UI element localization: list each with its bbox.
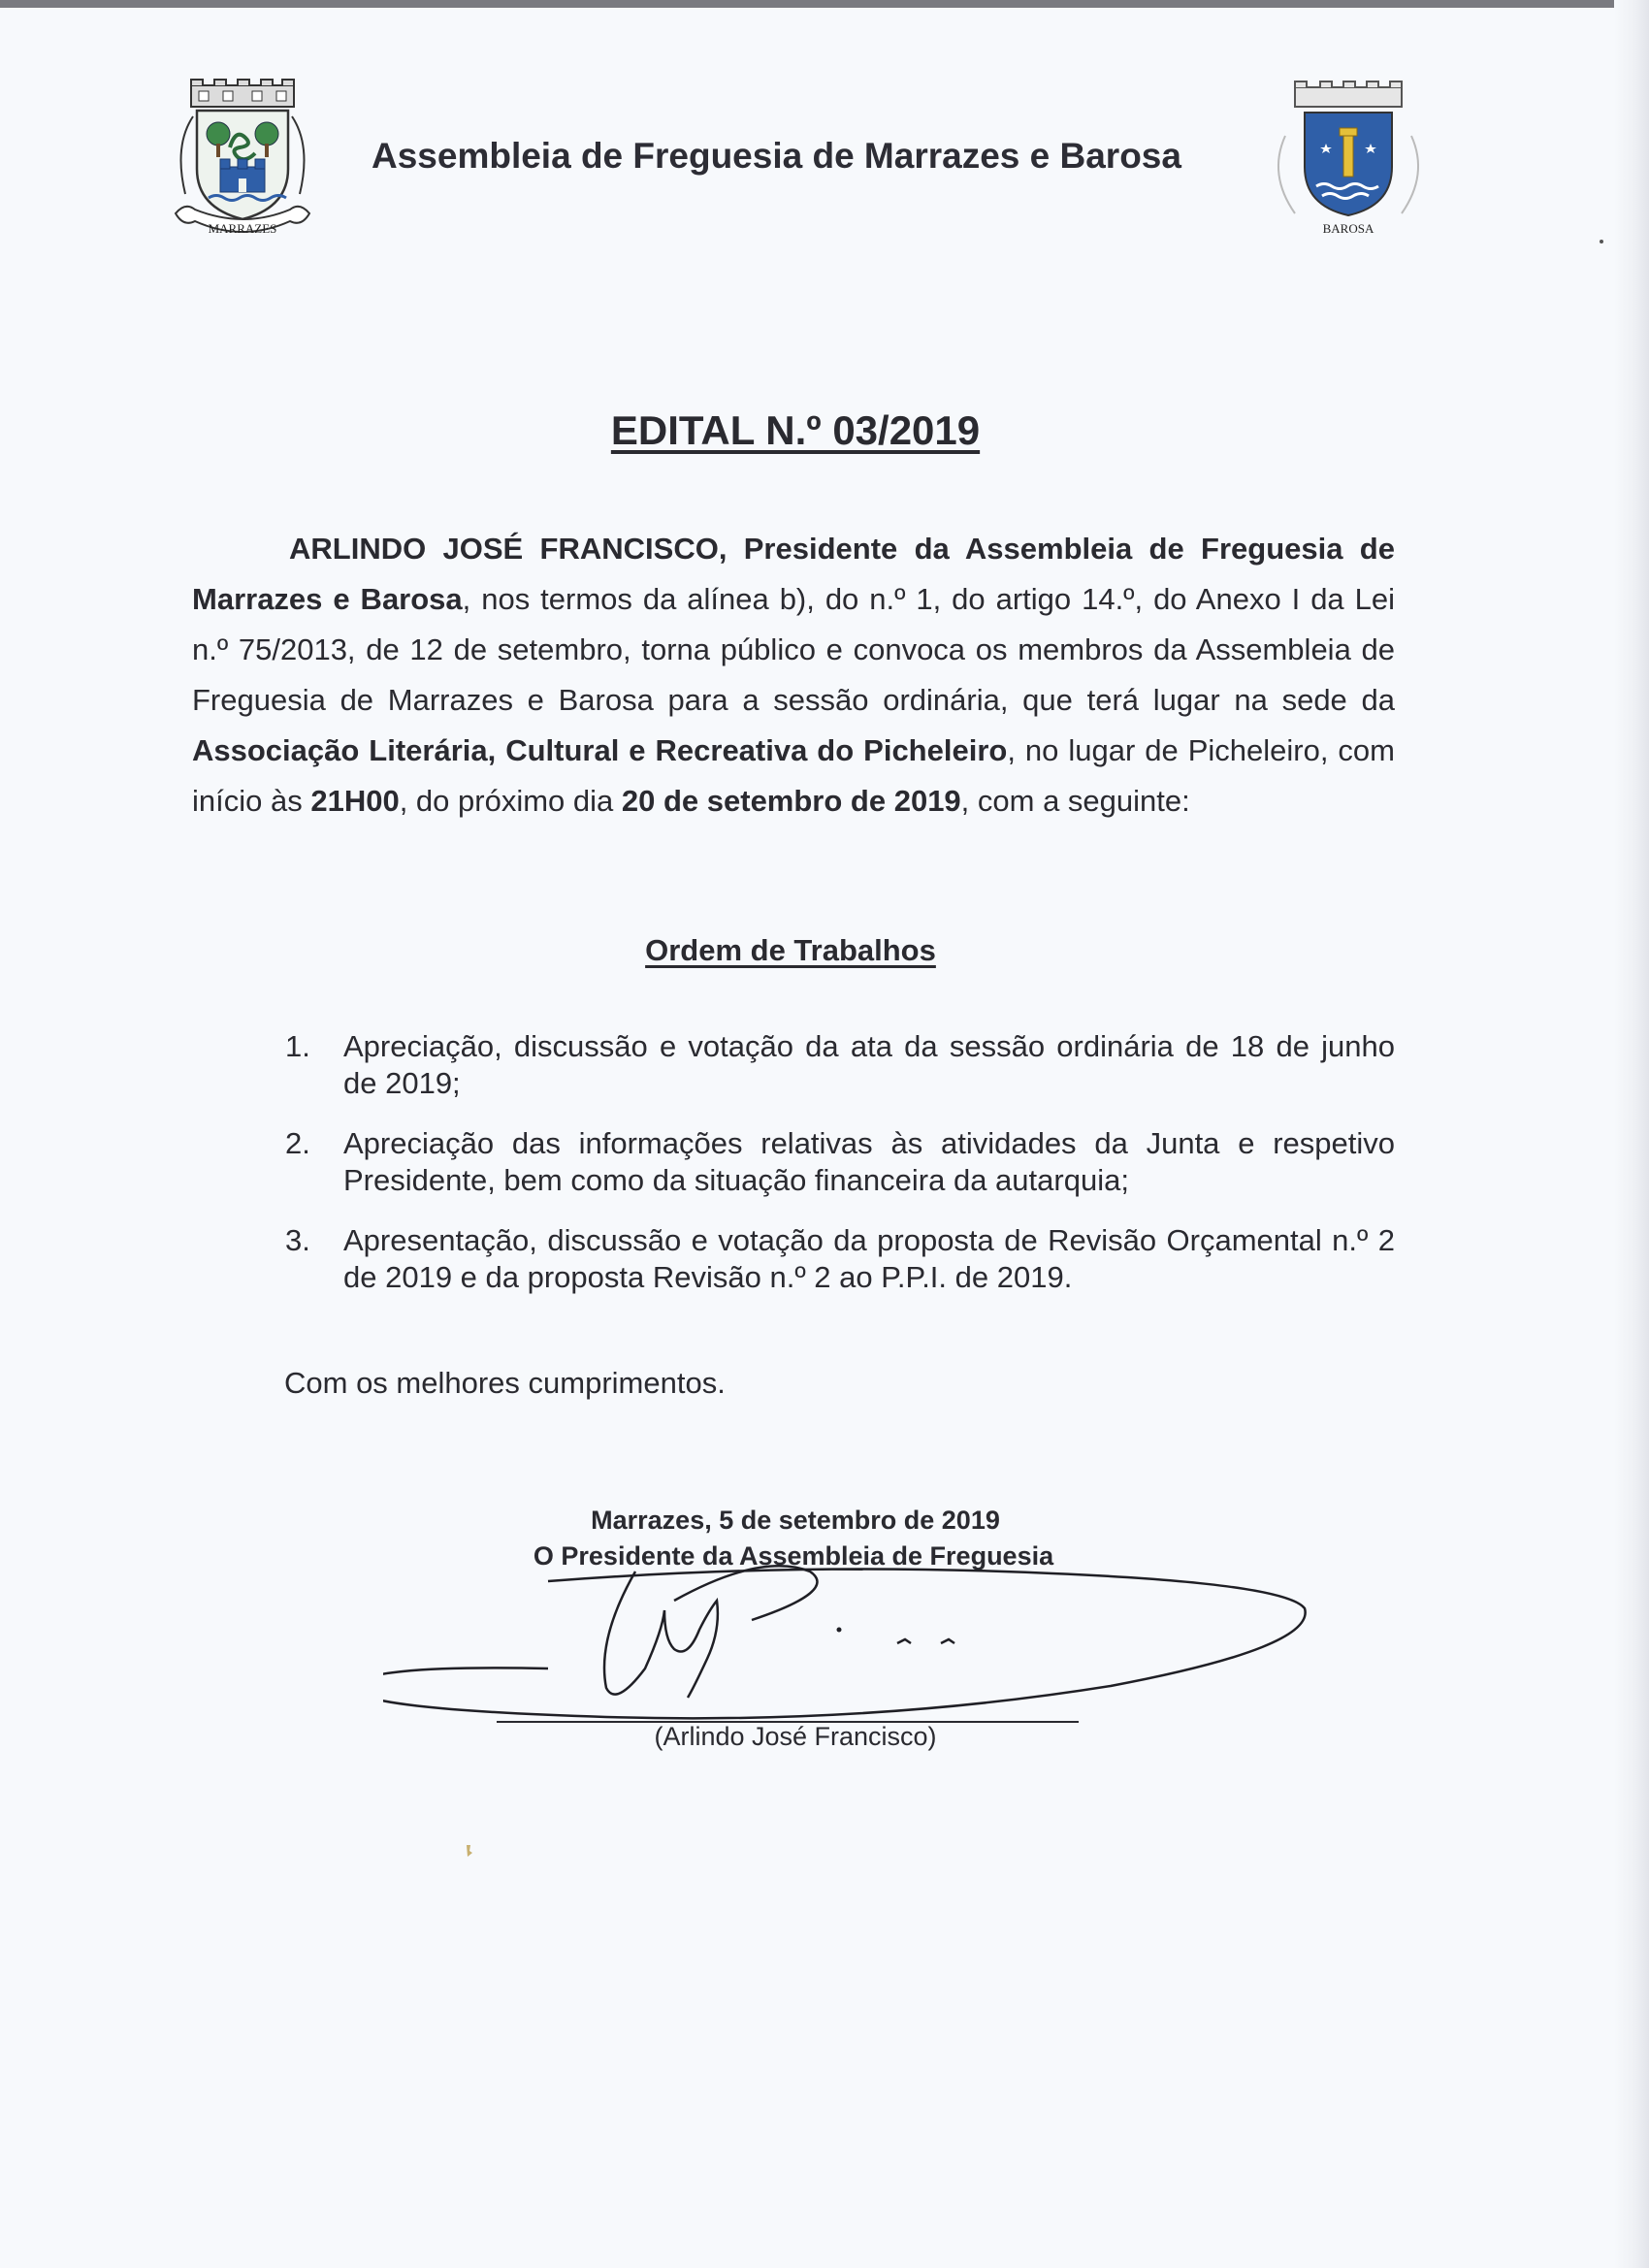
- scan-edge-shadow: [1614, 0, 1649, 2268]
- crest-label-barosa: BAROSA: [1322, 221, 1374, 236]
- session-date: 20 de setembro de 2019: [621, 784, 961, 818]
- agenda-item: [281, 1222, 1395, 1296]
- scan-speck-icon: [1599, 238, 1604, 245]
- intro-text: , com a seguinte:: [960, 784, 1190, 818]
- agenda-item: [281, 1028, 1395, 1102]
- agenda-item-text: Apreciação, discussão e votação da ata da sessão ordinária de 18 de junho de 2019;: [343, 1029, 1395, 1100]
- intro-paragraph: [192, 524, 1395, 826]
- signature-place-date: Marrazes, 5 de setembro de 2019: [591, 1506, 1000, 1535]
- edital-title: EDITAL N.º 03/2019: [610, 407, 981, 453]
- signatory-name: (Arlindo José Francisco): [654, 1722, 937, 1751]
- intro-text: , no lugar de Picheleiro, com início às: [192, 733, 1395, 818]
- marrazes-coat-of-arms-icon: [170, 78, 315, 247]
- agenda-item: [281, 1125, 1395, 1199]
- agenda-item-text: Apresentação, discussão e votação da proposta de Revisão Orçamental n.º 2 de 2019 e da proposta Revisão n.º 2 ao P.P.I. de 2019.: [343, 1223, 1395, 1294]
- intro-text: , nos termos da alínea b), do n.º 1, do artigo 14.º, do Anexo I da Lei n.º 75/2013, de 12 de setembro, torna público e convoca os membros da Assembleia de Freguesia de Marrazes e Barosa para a sessão ordinária, que terá lugar na sede da: [192, 582, 1395, 717]
- signature-role: O Presidente da Assembleia de Freguesia: [533, 1541, 1054, 1571]
- agenda-list: [281, 1028, 1395, 1319]
- agenda-item-number: 1.: [285, 1029, 310, 1063]
- agenda-title: Ordem de Trabalhos: [645, 933, 936, 967]
- venue-name: Associação Literária, Cultural e Recreativa do Picheleiro: [192, 733, 1008, 767]
- crest-label-marrazes: MARRAZES: [208, 221, 277, 236]
- intro-text: , do próximo dia: [399, 784, 622, 818]
- agenda-item-number: 3.: [285, 1223, 310, 1257]
- scan-edge: [0, 0, 1649, 8]
- session-time: 21H00: [310, 784, 400, 818]
- header-title: Assembleia de Freguesia de Marrazes e Barosa: [372, 136, 1181, 176]
- agenda-item-number: 2.: [285, 1126, 310, 1160]
- convener-name: ARLINDO JOSÉ FRANCISCO, Presidente da Assembleia de Freguesia de Marrazes e Barosa: [192, 532, 1395, 616]
- barosa-coat-of-arms-icon: [1266, 78, 1431, 247]
- scan-speck-icon: [464, 1843, 475, 1859]
- handwritten-signature-icon: [383, 1542, 1382, 1736]
- agenda-item-text: Apreciação das informações relativas às atividades da Junta e respetivo Presidente, bem como da situação financeira da autarquia;: [343, 1126, 1395, 1197]
- closing-line: Com os melhores cumprimentos.: [284, 1366, 726, 1400]
